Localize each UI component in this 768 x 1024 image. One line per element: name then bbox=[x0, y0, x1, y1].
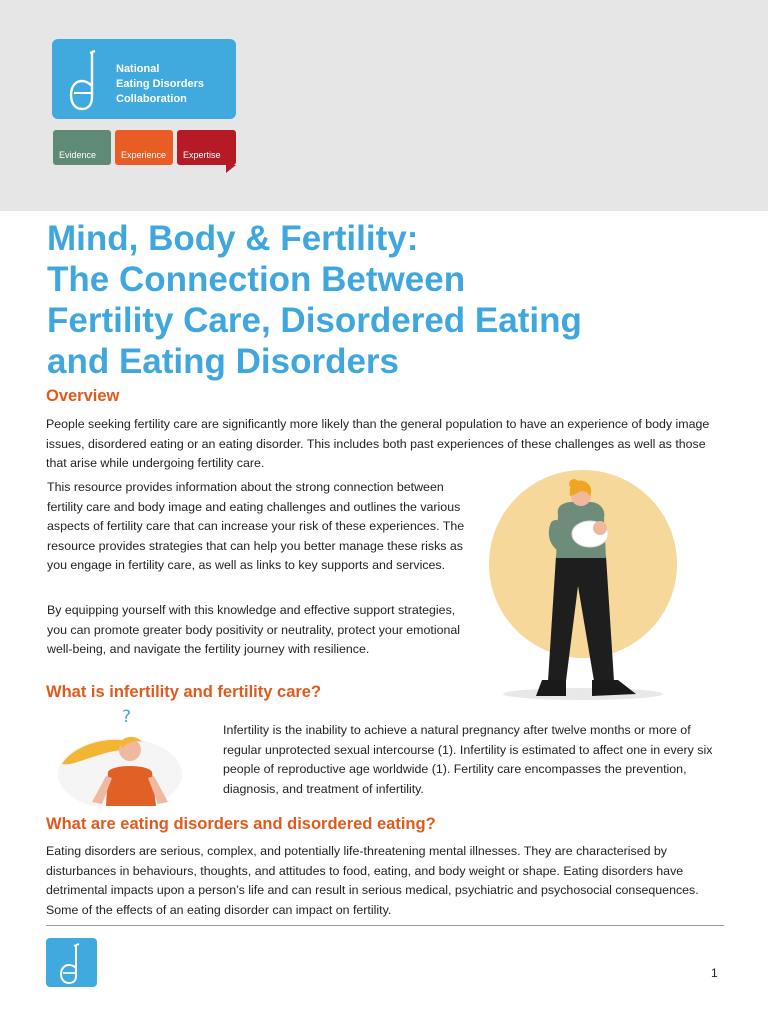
title-line: Mind, Body & Fertility: bbox=[47, 219, 419, 258]
eating-disorders-heading: What are eating disorders and disordered eating? bbox=[46, 815, 436, 833]
org-name-line: Eating Disorders bbox=[116, 78, 205, 90]
question-mark-icon: ? bbox=[122, 707, 132, 727]
speech-tail bbox=[226, 165, 236, 173]
org-name-line: Collaboration bbox=[116, 93, 187, 105]
mother-with-baby-illustration bbox=[486, 466, 681, 706]
org-name bbox=[116, 62, 204, 107]
title-line: The Connection Between bbox=[47, 260, 466, 299]
pill-expertise: Expertise bbox=[177, 130, 236, 165]
infertility-heading: What is infertility and fertility care? bbox=[46, 683, 322, 701]
ed-logo-icon bbox=[68, 45, 108, 115]
infertility-paragraph: Infertility is the inability to achieve a natural pregnancy after twelve months or more of regular unprotected sexual intercourse (1). Infertility is estimated to affect one in every six people of reproductive age worldwide (1). Fertility care encompasses the prevention, diagnosis, and treatment of infertility. bbox=[223, 723, 713, 796]
nedc-logo bbox=[52, 39, 236, 119]
title-line: and Eating Disorders bbox=[47, 342, 400, 381]
page-number: 1 bbox=[711, 966, 718, 980]
title-line: Fertility Care, Disordered Eating bbox=[47, 301, 582, 340]
overview-paragraph-3: By equipping yourself with this knowledge and effective support strategies, you can promote greater body positivity or neutrality, protect your emotional well-being, and navigate the fertility journey with resilience. bbox=[47, 603, 460, 657]
questioning-person-illustration bbox=[52, 706, 192, 806]
ed-logo-icon bbox=[46, 938, 97, 987]
overview-paragraph-2: This resource provides information about the strong connection between fertility care and body image and eating challenges and outlines the various aspects of fertility care that can increase your risk of these experiences. The resource provides strategies that can help you better manage these risks as you engage in fertility care, as well as links to key supports and services. bbox=[47, 480, 465, 573]
header-band bbox=[0, 0, 768, 211]
footer-divider bbox=[46, 925, 724, 926]
footer-logo bbox=[46, 938, 97, 987]
page-title bbox=[47, 218, 737, 382]
pill-experience: Experience bbox=[115, 130, 173, 165]
eating-disorders-paragraph: Eating disorders are serious, complex, and potentially life-threatening mental illnesses. They are characterised by disturbances in behaviours, thoughts, and attitudes to food, eating, and body weight or shape. Eating disorders have detrimental impacts upon a person’s life and can result in serious medical, psychiatric and psychosocial consequences. Some of the effects of an eating disorder can impact on fertility. bbox=[46, 844, 699, 917]
overview-paragraph-1: People seeking fertility care are significantly more likely than the general population to have an experience of body image issues, disordered eating or an eating disorder. This includes both past experiences of these challenges as well as those that arise while undergoing fertility care. bbox=[46, 417, 710, 471]
pill-evidence: Evidence bbox=[53, 130, 111, 165]
org-name-line: National bbox=[116, 63, 160, 75]
overview-heading: Overview bbox=[46, 387, 120, 405]
